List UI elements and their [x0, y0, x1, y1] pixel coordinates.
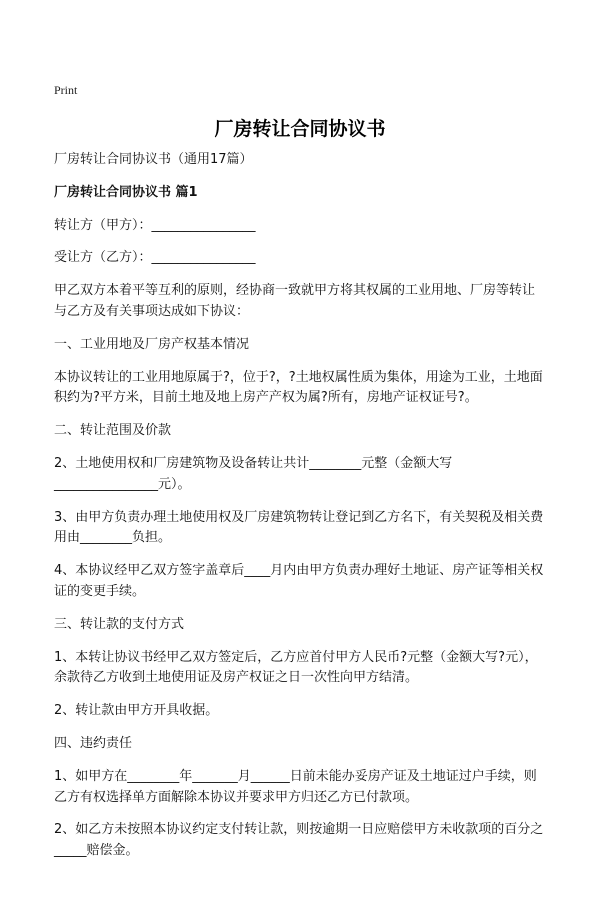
paragraph: 2、土地使用权和厂房建筑物及设备转让共计________元整（金额大写________________元）。 — [54, 455, 453, 492]
paragraph: 1、如甲方在________年_______月______日前未能办妥房产证及土地证过户手续，则乙方有权选择单方面解除本协议并要求甲方归还乙方已付款项。 — [54, 768, 537, 805]
section-heading: 二、转让范围及价款 — [54, 423, 172, 439]
document-title: 厂房转让合同协议书 — [214, 118, 386, 140]
paragraph: 3、由甲方负责办理土地使用权及厂房建筑物转让登记到乙方名下，有关契税及相关费用由________负担。 — [54, 509, 544, 546]
paragraph: 4、本协议经甲乙双方签字盖章后____月内由甲方负责办理好土地证、房产证等相关权证的变更手续。 — [54, 563, 544, 599]
paragraph: 1、本转让协议书经甲乙双方签定后，乙方应首付甲方人民币?元整（金额大写?元），余款待乙方收到土地使用证及房产权证之日一次性向甲方结清。 — [54, 649, 538, 686]
paragraph: 2、转让款由甲方开具收据。 — [54, 703, 219, 719]
agreement-intro: 甲乙双方本着平等互利的原则，经协商一致就甲方将其权属的工业用地、厂房等转让与乙方及有关事项达成如下协议： — [54, 283, 536, 319]
print-link[interactable]: Print — [54, 83, 78, 97]
section-heading: 一、工业用地及厂房产权基本情况 — [54, 336, 250, 352]
paragraph: 本协议转让的工业用地原属于?，位于?，?土地权属性质为集体，用途为工业，土地面积约为?平方米，目前土地及地上房产产权为属?所有，房地产证权证号?。 — [54, 369, 543, 406]
transferor-line: 转让方（甲方）：________________ — [54, 217, 256, 233]
transferee-line: 受让方（乙方）：________________ — [54, 250, 256, 266]
section-heading: 厂房转让合同协议书 篇1 — [54, 184, 198, 200]
document-subtitle: 厂房转让合同协议书（通用17篇） — [54, 152, 253, 167]
section-heading: 四、违约责任 — [54, 735, 133, 751]
document-body — [54, 150, 546, 874]
section-heading: 三、转让款的支付方式 — [54, 616, 185, 632]
paragraph: 2、如乙方未按照本协议约定支付转让款，则按逾期一日应赔偿甲方未收款项的百分之_____赔偿金。 — [54, 822, 544, 859]
